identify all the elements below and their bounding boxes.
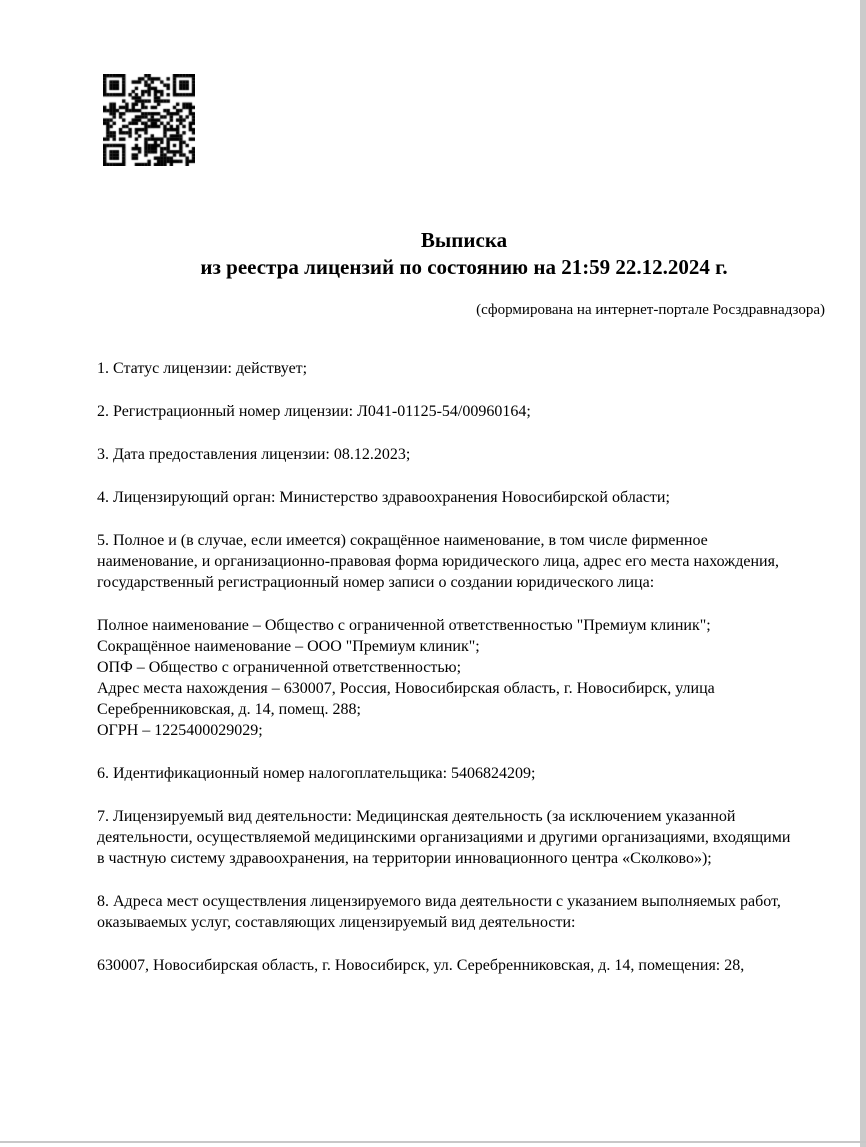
- organization-details: [97, 615, 799, 741]
- paragraph-licensing-authority: 4. Лицензирующий орган: Министерство здравоохранения Новосибирской области;: [97, 489, 670, 506]
- paragraph-licensed-activity: 7. Лицензируемый вид деятельности: Медицинская деятельность (за исключением указанной деятельности, осуществляемой медицинскими организациями и другими организациями, входящими в частную систему здравоохранения, на территории инновационного центра «Сколково»);: [97, 808, 791, 867]
- org-short-name: Сокращённое наименование – ООО "Премиум клиник";: [97, 638, 480, 655]
- paragraph-registration-number: 2. Регистрационный номер лицензии: Л041-01125-54/00960164;: [97, 403, 531, 420]
- paragraph-addresses-intro: 8. Адреса мест осуществления лицензируемого вида деятельности с указанием выполняемых работ, оказываемых услуг, составляющих лицензируемый вид деятельности:: [97, 893, 781, 931]
- page-break-line: [0, 1141, 866, 1143]
- org-address: Адрес места нахождения – 630007, Россия, Новосибирская область, г. Новосибирск, улица Серебренниковская, д. 14, помещ. 288;: [97, 680, 715, 718]
- document-body: [97, 358, 799, 998]
- org-legal-form: ОПФ – Общество с ограниченной ответственностью;: [97, 659, 462, 676]
- page-edge-right: [860, 0, 866, 1147]
- document-title-line-2: из реестра лицензий по состоянию на 21:59 22.12.2024 г.: [200, 255, 728, 279]
- paragraph-activity-address: 630007, Новосибирская область, г. Новосибирск, ул. Серебренниковская, д. 14, помещения: 28,: [97, 957, 745, 974]
- qr-code-icon: [103, 74, 195, 166]
- paragraph-name-intro: 5. Полное и (в случае, если имеется) сокращённое наименование, в том числе фирменное наименование, и организационно-правовая форма юридического лица, адрес его места нахождения, государственный регистрационный номер записи о создании юридического лица:: [97, 532, 779, 591]
- document-title: [97, 227, 831, 281]
- paragraph-license-status: 1. Статус лицензии: действует;: [97, 360, 308, 377]
- document-subtitle: (сформирована на интернет-портале Росздравнадзора): [476, 302, 825, 318]
- paragraph-grant-date: 3. Дата предоставления лицензии: 08.12.2023;: [97, 446, 411, 463]
- org-ogrn: ОГРН – 1225400029029;: [97, 722, 263, 739]
- paragraph-taxpayer-number: 6. Идентификационный номер налогоплательщика: 5406824209;: [97, 765, 536, 782]
- org-full-name: Полное наименование – Общество с ограниченной ответственностью "Премиум клиник";: [97, 617, 711, 634]
- document-title-line-1: Выписка: [420, 228, 508, 252]
